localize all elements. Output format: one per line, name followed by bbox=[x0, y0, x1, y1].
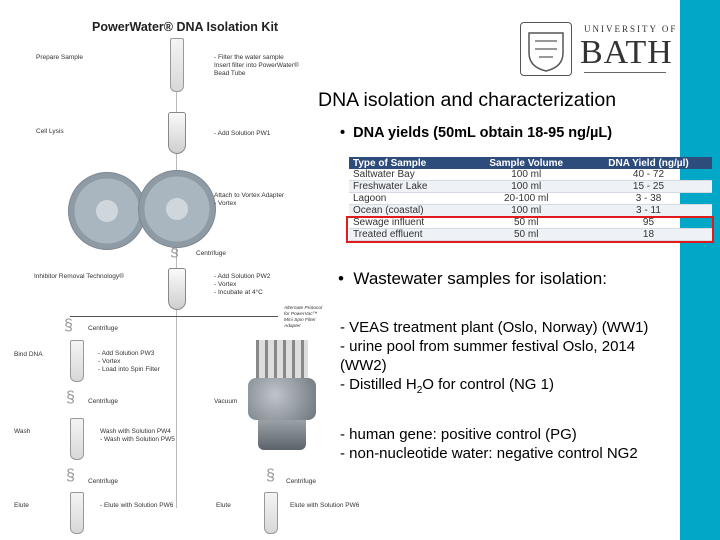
sample-line: - VEAS treatment plant (Oslo, Norway) (WW1) bbox=[340, 319, 649, 336]
accent-bar bbox=[680, 0, 720, 540]
table-row bbox=[349, 181, 712, 193]
centrifuge-icon: § bbox=[64, 317, 73, 334]
table-cell: Treated effluent bbox=[349, 229, 468, 241]
elution-tube-icon bbox=[264, 492, 278, 534]
centrifuge-icon: § bbox=[170, 243, 179, 260]
slide-title: DNA isolation and characterization bbox=[318, 89, 617, 111]
centrifuge-icon: § bbox=[266, 467, 275, 484]
elute-label: Elute bbox=[216, 502, 231, 509]
kit-title: PowerWater® DNA Isolation Kit bbox=[92, 20, 279, 34]
bullet-dot: • bbox=[338, 269, 354, 288]
vacuum-label: Vacuum bbox=[214, 398, 238, 405]
centrifuge-label: Centrifuge bbox=[286, 478, 316, 485]
centrifuge-icon: § bbox=[66, 389, 75, 406]
table-header-row bbox=[349, 157, 712, 169]
centrifuge-label: Centrifuge bbox=[88, 325, 118, 332]
sample-line: - urine pool from summer festival Oslo, 2014 bbox=[340, 338, 636, 355]
kit-step-label: Cell Lysis bbox=[36, 128, 64, 135]
table-cell: Lagoon bbox=[349, 193, 468, 205]
table-cell: Freshwater Lake bbox=[349, 181, 468, 193]
kit-step-desc: Attach to Vortex Adapter - Vortex bbox=[214, 192, 285, 207]
table-cell: 50 ml bbox=[468, 229, 585, 241]
logo-bath: BATH bbox=[580, 34, 673, 71]
table-cell: 3 - 11 bbox=[585, 205, 712, 217]
spin-filter-icon bbox=[70, 418, 84, 460]
vortex-adapter-icon bbox=[68, 172, 146, 250]
kit-step-desc: Wash with Solution PW4 - Wash with Solution PW5 bbox=[100, 428, 175, 443]
table-cell: Saltwater Bay bbox=[349, 169, 468, 181]
vortex-adapter-icon bbox=[138, 170, 216, 248]
spin-filter-icon bbox=[70, 340, 84, 382]
logo-rule bbox=[584, 72, 666, 73]
control-list bbox=[340, 425, 638, 463]
sample-line: (WW2) bbox=[340, 357, 387, 374]
table-cell: Ocean (coastal) bbox=[349, 205, 468, 217]
table-cell: Sewage influent bbox=[349, 217, 468, 229]
collection-tube-icon bbox=[168, 268, 186, 310]
table-cell: 3 - 38 bbox=[585, 193, 712, 205]
table-cell: 15 - 25 bbox=[585, 181, 712, 193]
bullet-text: Wastewater samples for isolation: bbox=[353, 269, 607, 288]
centrifuge-icon: § bbox=[66, 467, 75, 484]
kit-step-desc: - Elute with Solution PW6 bbox=[100, 502, 174, 509]
kit-step-desc: Elute with Solution PW6 bbox=[290, 502, 360, 509]
kit-step-label: Inhibitor Removal Technology® bbox=[34, 273, 124, 280]
sample-list bbox=[340, 318, 648, 400]
table-cell: 18 bbox=[585, 229, 712, 241]
kit-step-desc: - Add Solution PW2 - Vortex - Incubate at 4°C bbox=[214, 273, 271, 296]
alt-protocol-note: Alternate Protocol for PowerVac™ Mini Spin Filter Adapter bbox=[284, 306, 323, 329]
logo-university-of: UNIVERSITY OF bbox=[584, 24, 678, 34]
table-header: Type of Sample bbox=[349, 157, 468, 169]
table-row bbox=[349, 169, 712, 181]
water-filter-tube-icon bbox=[170, 38, 184, 92]
table-cell: 40 - 72 bbox=[585, 169, 712, 181]
kit-flow-line bbox=[70, 316, 278, 317]
bullet-wastewater bbox=[338, 269, 607, 289]
centrifuge-label: Centrifuge bbox=[196, 250, 226, 257]
control-line: - human gene: positive control (PG) bbox=[340, 426, 577, 443]
table-cell: 50 ml bbox=[468, 217, 585, 229]
kit-step-label: Prepare Sample bbox=[36, 54, 83, 61]
table-cell: 100 ml bbox=[468, 181, 585, 193]
table-cell: 20-100 ml bbox=[468, 193, 585, 205]
kit-step-label: Elute bbox=[14, 502, 29, 509]
elution-tube-icon bbox=[70, 492, 84, 534]
centrifuge-label: Centrifuge bbox=[88, 398, 118, 405]
centrifuge-label: Centrifuge bbox=[88, 478, 118, 485]
kit-step-desc: - Add Solution PW3 - Vortex - Load into Spin Filter bbox=[98, 350, 160, 373]
bullet-dot: • bbox=[340, 125, 354, 141]
table-row bbox=[349, 205, 712, 217]
table-cell: 100 ml bbox=[468, 169, 585, 181]
highlight-box bbox=[346, 216, 714, 243]
bullet-dna-yields bbox=[340, 125, 612, 141]
vacuum-manifold-icon bbox=[248, 340, 316, 460]
table-header: DNA Yield (ng/µl) bbox=[585, 157, 712, 169]
kit-step-desc: - Add Solution PW1 bbox=[214, 130, 271, 137]
table-row bbox=[349, 193, 712, 205]
kit-step-label: Wash bbox=[14, 428, 31, 435]
table-cell: 100 ml bbox=[468, 205, 585, 217]
bead-tube-icon bbox=[168, 112, 186, 154]
sample-line: - Distilled $H_2O$ for control (NG 1) bbox=[340, 376, 554, 396]
control-line: - non-nucleotide water: negative control NG2 bbox=[340, 445, 638, 462]
kit-step-desc: - Filter the water sample Insert filter into PowerWater® Bead Tube bbox=[214, 54, 299, 77]
table-header: Sample Volume bbox=[468, 157, 585, 169]
table-cell: 95 bbox=[585, 217, 712, 229]
kit-step-label: Bind DNA bbox=[14, 351, 43, 358]
university-seal-icon bbox=[520, 22, 572, 76]
bullet-text: DNA yields (50mL obtain 18-95 ng/µL) bbox=[353, 125, 613, 141]
